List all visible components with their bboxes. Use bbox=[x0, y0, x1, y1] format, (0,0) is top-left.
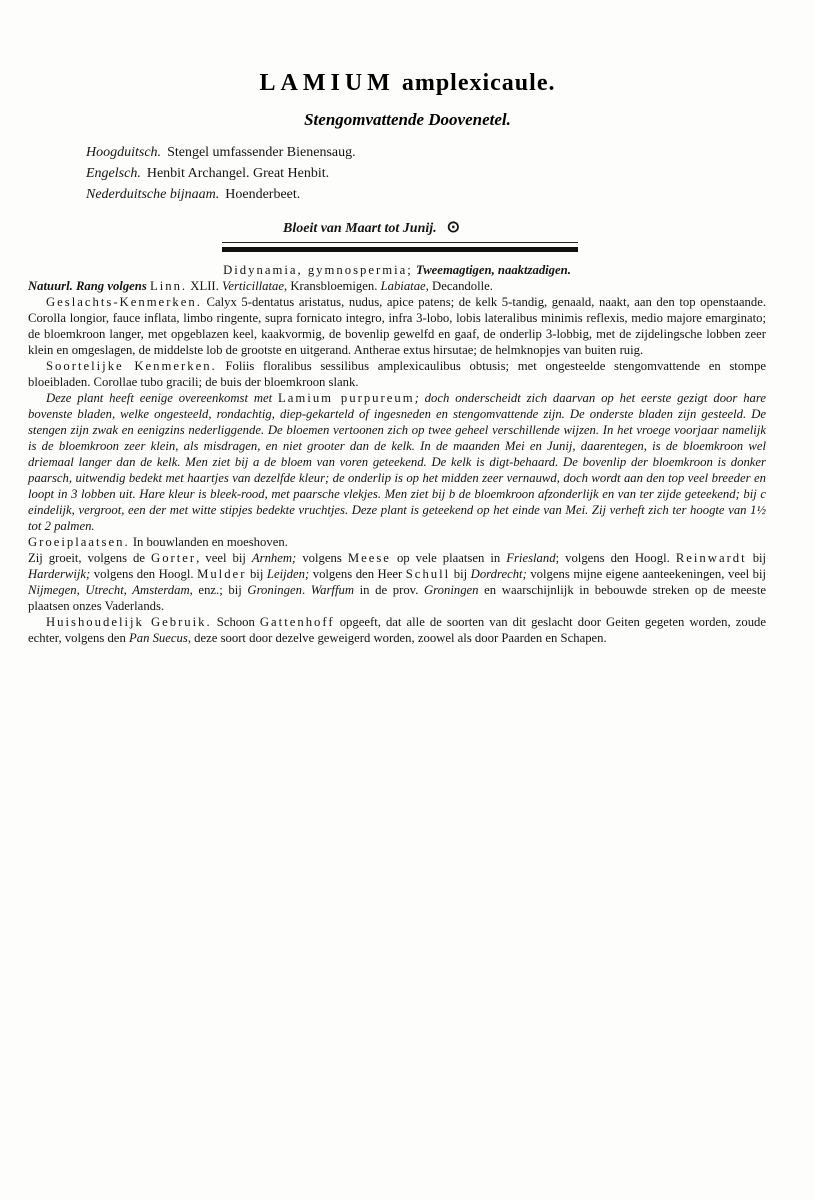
localities bbox=[28, 550, 766, 614]
desc-species: Lamium purpureum bbox=[278, 391, 415, 405]
body-text bbox=[28, 262, 766, 646]
classification-line bbox=[28, 262, 766, 278]
rank-family: Labiatae bbox=[380, 279, 426, 293]
section-text: In bouwlanden en moeshoven. bbox=[132, 535, 288, 549]
loc-text: . bbox=[301, 583, 306, 597]
loc-text: volgens den Heer bbox=[312, 567, 403, 581]
page-subtitle: Stengomvattende Doovenetel. bbox=[304, 110, 511, 129]
section-heading: Huishoudelijk Gebruik. bbox=[46, 615, 212, 629]
desc-text: ; doch onderscheidt zich daarvan op het eerste gezigt door hare bovenste bladen, welke ongesteeld, rondachtig, diep-gekarteld of ingesneden en stengomvattende zijn. De onderste bladen zijn gesteeld. De stengen zijn zwak en eenigzins nederliggende. De bloemen vertoonen zich op twee geheel verschillende wijzen. In het vroege voorjaar namelijk is de bloemkroon zeer klein, als misdragen, en niet grooter dan de kelk. In de maanden Mei en Junij, daarentegen, is de bloemkroon wel driemaal langer dan de kelk. Men ziet bij a de bloem van voren geteekend. De kelk is digt-behaard. De bovenlip der bloemkroon is donker paarsch, uitwendig bedekt met haartjes van dezelfde kleur; de onderlip is op het midden zeer vernauwd, doch wordt aan den top veel breeder en loopt in 3 lobben uit. Hare kleur is bleek-rood, met paarsche vlekjes. Men ziet bij b de bloemkroon afzonderlijk en van ter zijde geteekend; bij c eindelijk, vergroot, een der met witte stipjes bedekte vruchtjes. Deze plant is geteekend op het einde van Mei. Zij verheft zich ter hoogte van 1½ tot 2 palmen. bbox=[28, 391, 766, 533]
name-row-german bbox=[86, 142, 646, 163]
use-text: , deze soort door dezelve geweigerd worden, zoowel als door Paarden en Schapen. bbox=[187, 631, 607, 645]
loc-text: bij bbox=[752, 551, 767, 565]
use-text: opgeeft, dat alle de soorten van dit geslacht door Geiten gegeten worden, zoude echter, volgens den bbox=[28, 615, 767, 645]
species-characteristics bbox=[28, 358, 766, 390]
annual-symbol-icon: ⊙ bbox=[446, 219, 461, 236]
name-lang: Nederduitsche bijnaam. bbox=[86, 187, 220, 202]
common-names bbox=[86, 142, 646, 205]
use-person: Gattenhoff bbox=[259, 615, 335, 629]
title-genus: LAMIUM bbox=[259, 70, 395, 96]
name-value: Hoenderbeet. bbox=[225, 187, 301, 202]
loc-text: bij bbox=[453, 567, 468, 581]
loc-place: Friesland bbox=[506, 551, 556, 565]
loc-place: Arnhem; bbox=[251, 551, 297, 565]
rank-decandolle: , Decandolle. bbox=[425, 279, 493, 293]
loc-text: volgens den Hoogl. bbox=[93, 567, 194, 581]
section-text: Foliis floralibus sessilibus amplexicaulibus obtusis; met ongesteelde stengomvattende en stompe bloeibladen. Corollae tubo gracili; de buis der bloemkroon slank. bbox=[28, 359, 767, 389]
rank-dutch: , Kransbloemigen. bbox=[284, 279, 378, 293]
loc-text: ; volgens den Hoogl. bbox=[555, 551, 670, 565]
loc-text: bij bbox=[249, 567, 264, 581]
household-use bbox=[28, 614, 766, 646]
bloom-text: Bloeit van Maart tot Junij. bbox=[283, 221, 437, 236]
genus-characteristics bbox=[28, 294, 766, 358]
section-text: Calyx 5-dentatus aristatus, nudus, apice patens; de kelk 5-tandig, genaald, naakt, aan den top openstaande. Corolla longior, fauce inflata, limbo ringente, supra fornicato integro, infra 3-lobo, lobis lateralibus minimis reflexis, medio majore emarginato; de bloemkroon langer, met opgeblazen keel, kaakvormig, de bovenlip gewelfd en gaaf, de onderlip 3-lobbig, met de zijdelingsche lobben zeer klein en omgeslagen, de middelste lob de grootste en uitgerand. Antherae extus hirsutae; de helmknopjes van buiten ruig. bbox=[28, 295, 767, 357]
loc-person: Mulder bbox=[197, 567, 247, 581]
loc-text: Zij groeit, volgens de bbox=[28, 551, 146, 565]
name-row-english bbox=[86, 163, 646, 184]
use-text: Schoon bbox=[216, 615, 255, 629]
loc-text: volgens mijne eigene aanteekeningen, veel bij bbox=[530, 567, 767, 581]
plant-description bbox=[28, 390, 766, 534]
loc-place: Nijmegen, Utrecht, Amsterdam bbox=[28, 583, 190, 597]
class-dutch: Tweemagtigen, naaktzadigen. bbox=[415, 263, 571, 277]
bloom-period bbox=[283, 217, 460, 237]
divider-thin bbox=[222, 242, 578, 243]
title-species: amplexicaule. bbox=[401, 70, 556, 96]
loc-person: Reinwardt bbox=[675, 551, 747, 565]
rank-number: XLII. bbox=[190, 279, 219, 293]
use-source: Pan Suecus bbox=[128, 631, 188, 645]
name-lang: Engelsch. bbox=[86, 166, 141, 181]
loc-text: volgens bbox=[302, 551, 342, 565]
name-lang: Hoogduitsch. bbox=[86, 145, 162, 160]
loc-person: Gorter bbox=[151, 551, 197, 565]
section-heading: Groeiplaatsen. bbox=[28, 535, 130, 549]
rank-author: Linn. bbox=[149, 279, 188, 293]
rank-label: Natuurl. Rang volgens bbox=[28, 279, 147, 293]
loc-place: Warffum bbox=[310, 583, 354, 597]
loc-person: Meese bbox=[347, 551, 391, 565]
name-row-dutch bbox=[86, 184, 646, 205]
loc-place: Groningen bbox=[424, 583, 479, 597]
page-title bbox=[0, 70, 815, 97]
class-latin: Didynamia, gymnospermia; bbox=[223, 263, 413, 277]
loc-place: Dordrecht; bbox=[470, 567, 527, 581]
name-value: Stengel umfassender Bienensaug. bbox=[167, 145, 356, 160]
rank-latin: Verticillatae bbox=[222, 279, 285, 293]
habitats bbox=[28, 534, 766, 550]
desc-text: Deze plant heeft eenige overeenkomst met bbox=[46, 391, 273, 405]
section-heading: Geslachts-Kenmerken. bbox=[46, 295, 202, 309]
loc-person: Schull bbox=[405, 567, 451, 581]
loc-text: , enz.; bij bbox=[189, 583, 242, 597]
loc-text: en waarschijnlijk in bebouwde streken op de meeste plaatsen onzes Vaderlands. bbox=[28, 583, 767, 613]
section-heading: Soortelijke Kenmerken. bbox=[46, 359, 217, 373]
loc-place: Leijden; bbox=[266, 567, 310, 581]
divider-thick bbox=[222, 247, 578, 252]
name-value: Henbit Archangel. Great Henbit. bbox=[146, 166, 330, 181]
loc-text: in de prov. bbox=[359, 583, 419, 597]
loc-place: Harderwijk; bbox=[28, 567, 91, 581]
natural-rank bbox=[28, 278, 766, 294]
loc-text: op vele plaatsen in bbox=[396, 551, 501, 565]
loc-text: , veel bij bbox=[196, 551, 246, 565]
loc-place: Groningen bbox=[247, 583, 302, 597]
